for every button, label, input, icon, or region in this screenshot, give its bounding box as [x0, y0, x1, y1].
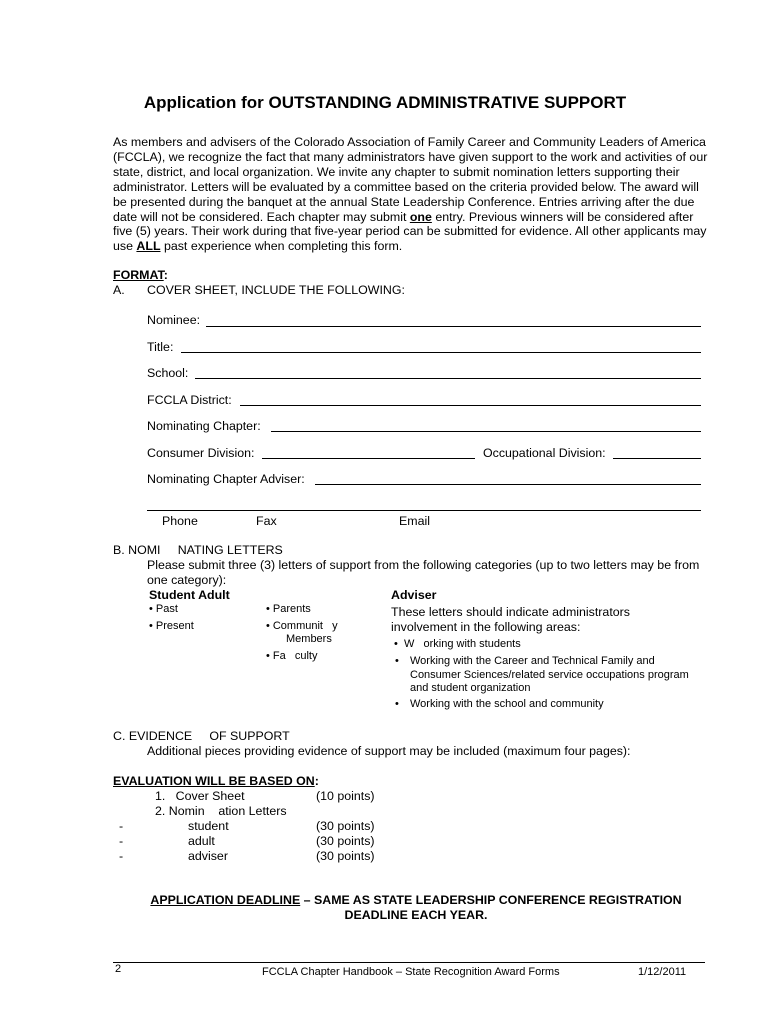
- district-label: FCCLA District:: [147, 393, 232, 407]
- email-label: Email: [399, 514, 430, 528]
- phone-label: Phone: [162, 514, 198, 528]
- adviser-label: Nominating Chapter Adviser:: [147, 472, 305, 486]
- student-item-past: • Past: [149, 603, 178, 615]
- chapter-label: Nominating Chapter:: [147, 419, 261, 433]
- dash: -: [119, 849, 124, 863]
- district-field[interactable]: [240, 405, 701, 406]
- sub-item-label: student: [188, 819, 229, 833]
- evaluation-item-2: 2. Nomin ation Letters: [155, 804, 287, 818]
- intro-text-1: As members and advisers of the Colorado Association of Family Career and Community Leaders of America (FCCLA), we recognize the fact that many administrators have given support to the work and activities of our state, district, and local organization. We invite any chapter to submit nomination letters supporting their administrator. Letters will be evaluated by a committee based on the criteria provided below. The award will be presented during the banquet at the annual State Leadership Conference. Entries arriving after the due date will not be considered. Each chapter may submit: [113, 135, 708, 224]
- adviser-item: • W orking with students: [394, 638, 521, 650]
- sub-item-label: adviser: [188, 849, 228, 863]
- footer-date: 1/12/2011: [638, 966, 687, 978]
- nominee-label: Nominee:: [147, 313, 201, 327]
- section-b-heading: B. NOMI NATING LETTERS: [113, 543, 283, 557]
- page-number: 2: [115, 963, 122, 975]
- deadline-line-1: APPLICATION DEADLINE – SAME AS STATE LEADERSHIP CONFERENCE REGISTRATION: [150, 893, 682, 907]
- intro-text-2: entry. Previous winners will be considered after five (5) years. Their work during that five-year period can be submitted for evidence. All other applicants may use: [113, 209, 707, 254]
- evaluation-item-1: 1. Cover Sheet: [155, 789, 245, 803]
- deadline-line-2: DEADLINE EACH YEAR.: [344, 908, 488, 922]
- format-heading: FORMAT:: [113, 268, 168, 282]
- footer-title: FCCLA Chapter Handbook – State Recognition Award Forms: [262, 966, 560, 978]
- nominee-field[interactable]: [206, 326, 701, 327]
- dash: -: [119, 819, 124, 833]
- student-item-present: • Present: [149, 620, 194, 632]
- sub-item-points: (30 points): [316, 834, 375, 848]
- school-label: School:: [147, 366, 189, 380]
- consumer-division-field[interactable]: [262, 458, 475, 459]
- evaluation-heading: EVALUATION WILL BE BASED ON:: [113, 774, 319, 788]
- contact-field[interactable]: [147, 510, 701, 511]
- section-a-letter: A.: [113, 283, 125, 297]
- occupational-division-field[interactable]: [613, 458, 701, 459]
- section-a-title: COVER SHEET, INCLUDE THE FOLLOWING:: [147, 283, 405, 297]
- chapter-field[interactable]: [271, 431, 701, 432]
- consumer-division-label: Consumer Division:: [147, 446, 255, 460]
- adult-item-parents: • Parents: [266, 603, 311, 615]
- sub-item-points: (30 points): [316, 819, 375, 833]
- adviser-bullet-2: •: [395, 655, 399, 667]
- page-title: Application for OUTSTANDING ADMINISTRATIVE SUPPORT: [143, 93, 627, 112]
- adviser-heading: Adviser: [391, 588, 437, 602]
- footer-divider: [113, 962, 705, 963]
- adviser-bullet-3: •: [395, 698, 399, 710]
- adult-item-members: Members: [286, 633, 332, 645]
- sub-item-label: adult: [188, 834, 215, 848]
- evaluation-item-1-points: (10 points): [316, 789, 375, 803]
- section-c-text: Additional pieces providing evidence of support may be included (maximum four pages):: [147, 744, 631, 758]
- section-c-heading: C. EVIDENCE OF SUPPORT: [113, 729, 290, 743]
- section-b-text: Please submit three (3) letters of support from the following categories (up to two letters may be from one category):: [147, 558, 700, 587]
- adult-item-faculty: • Fa culty: [266, 650, 317, 662]
- occupational-division-label: Occupational Division:: [483, 446, 606, 460]
- student-adult-heading: Student Adult: [149, 588, 230, 602]
- intro-text-3: past experience when completing this form.: [160, 239, 403, 254]
- adviser-item: Working with the Career and Technical Family and Consumer Sciences/related service occupations program and student organization: [410, 655, 689, 695]
- school-field[interactable]: [195, 378, 701, 379]
- adviser-text: These letters should indicate administrators involvement in the following areas:: [391, 605, 630, 634]
- adult-item-community: • Communit y: [266, 620, 338, 632]
- intro-emphasis-all: ALL: [136, 239, 161, 254]
- title-label: Title:: [147, 340, 174, 354]
- intro-paragraph: [113, 135, 713, 254]
- sub-item-points: (30 points): [316, 849, 375, 863]
- adviser-field[interactable]: [315, 484, 701, 485]
- fax-label: Fax: [256, 514, 277, 528]
- title-field[interactable]: [181, 352, 701, 353]
- adviser-item: Working with the school and community: [410, 698, 604, 710]
- dash: -: [119, 834, 124, 848]
- intro-emphasis-one: one: [409, 209, 432, 224]
